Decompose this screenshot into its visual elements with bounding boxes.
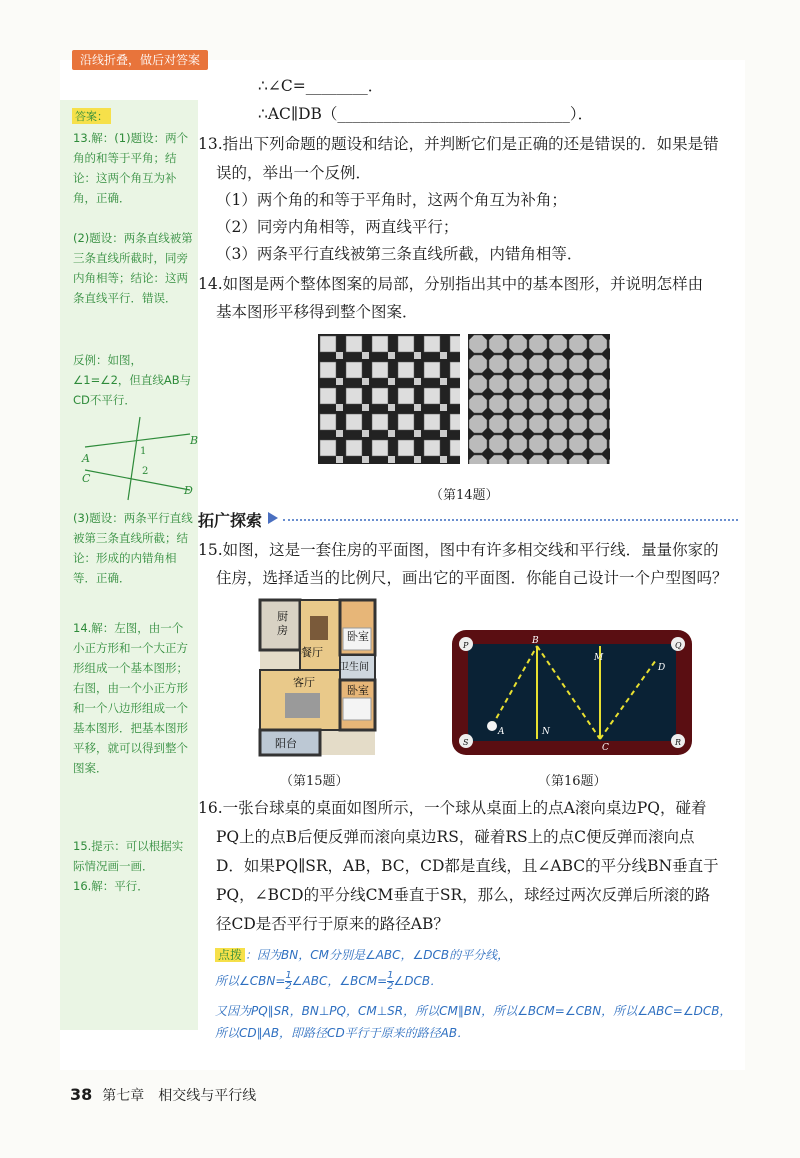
hint-line-2-b: ∠ABC，∠BCM=: [291, 974, 388, 988]
fraction-denominator: 2: [387, 981, 394, 992]
pattern-octagons-image: [468, 334, 610, 464]
label-ball-b: B: [532, 636, 539, 646]
balcony-label: 阳台: [275, 737, 297, 750]
q16-stem-3: D．如果PQ∥SR，AB，BC，CD都是直线，且∠ABC的平分线BN垂直于: [216, 857, 719, 875]
answer-13-counterexample: 反例：如图，∠1=∠2，但直线AB与CD不平行．: [73, 353, 192, 407]
answer-13-part2: (2)题设：两条直线被第三条直线所截时，同旁内角相等；结论：这两条直线平行．错误．: [73, 231, 193, 305]
label-ball-c: C: [602, 743, 609, 753]
bedroom-label-2: 卧室: [347, 684, 369, 697]
previous-answer-line-1: ∴∠C=________．: [258, 77, 384, 95]
section-arrow-icon: [268, 512, 278, 524]
section-divider: [283, 519, 738, 521]
label-d: D: [184, 484, 193, 497]
hint-line-1-text: ：因为BN，CM分别是∠ABC，∠DCB的平分线，: [245, 948, 510, 962]
q16-stem-4: PQ，∠BCD的平分线CM垂直于SR，那么，球经过两次反弹后所滚的路: [216, 886, 711, 904]
bedroom-label-1: 卧室: [347, 630, 369, 643]
q16-caption: （第16题）: [538, 774, 607, 789]
q14-stem-1: 14.如图是两个整体图案的局部，分别指出其中的基本图形，并说明怎样由: [198, 275, 704, 293]
q15-stem-2: 住房，选择适当的比例尺，画出它的平面图．你能自己设计一个户型图吗？: [216, 569, 728, 587]
q16-stem-5: 径CD是否平行于原来的路径AB？: [216, 915, 449, 933]
fraction-denominator: 2: [285, 981, 292, 992]
answer-sidebar-title: 答案：: [72, 108, 111, 124]
hint-tag: 点拨: [215, 948, 245, 962]
q13-item-3: （3）两条平行直线被第三条直线所截，内错角相等．: [216, 245, 583, 263]
label-m: M: [594, 653, 604, 663]
label-ball-a: A: [498, 727, 505, 737]
label-a: A: [82, 452, 90, 465]
q13-item-1: （1）两个角的和等于平角时，这两个角互为补角；: [216, 191, 567, 209]
label-s: S: [463, 738, 469, 747]
angle-2: 2: [142, 466, 149, 477]
hint-line-1: [215, 944, 509, 966]
q16-stem-1: 16.一张台球桌的桌面如图所示，一个球从桌面上的点A滚向桌边PQ，碰着: [198, 799, 707, 817]
label-b: B: [190, 434, 199, 447]
fold-label: 沿线折叠，做后对答案: [72, 50, 208, 70]
label-q: Q: [675, 641, 682, 650]
hint-line-4: 所以CD∥AB，即路径CD平行于原来的路径AB．: [215, 1026, 470, 1040]
dining-label: 餐厅: [301, 646, 323, 659]
hint-line-2-a: 所以∠CBN=: [215, 974, 286, 988]
kitchen-label-1: 厨: [277, 610, 288, 623]
answer-13-part1: 13.解：(1)题设：两个角的和等于平角；结论：这两个角互为补角，正确．: [73, 131, 189, 205]
q16-stem-2: PQ上的点B后便反弹而滚向桌边RS，碰着RS上的点C便反弹而滚向点: [216, 828, 695, 846]
pattern-squares-image: [318, 334, 460, 464]
answer-14: 14.解：左图，由一个小正方形和一个大正方形组成一个基本图形；右图，由一个小正方形和一个八边形组成一个基本图形．把基本图形平移，就可以得到整个图案．: [73, 621, 188, 775]
bathroom-label: 卫生间: [339, 662, 369, 673]
q15-stem-1: 15.如图，这是一套住房的平面图，图中有许多相交线和平行线．量量你家的: [198, 541, 719, 559]
page-number: 38: [70, 1085, 93, 1104]
q14-stem-2: 基本图形平移得到整个图案．: [216, 303, 418, 321]
fraction-numerator: 1: [285, 970, 292, 981]
label-n: N: [542, 727, 550, 737]
previous-answer-line-2: ∴AC∥DB（______________________________）．: [258, 105, 594, 123]
section-title: 拓广探索: [198, 511, 263, 530]
hint-line-3: 又因为PQ∥SR，BN⊥PQ，CM⊥SR，所以CM∥BN，所以∠BCM=∠CBN，所以∠ABC=∠DCB，: [215, 1004, 732, 1018]
page-footer: [70, 1085, 256, 1105]
line-cd: [85, 470, 190, 490]
q13-stem-2: 误的，举出一个反例．: [216, 164, 372, 182]
angle-1: 1: [140, 446, 147, 457]
q15-caption: （第15题）: [280, 774, 349, 789]
label-ball-d: D: [658, 663, 666, 673]
hint-line-2: [215, 970, 442, 992]
kitchen-label-2: 房: [277, 624, 288, 637]
fraction-numerator: 1: [387, 970, 394, 981]
transversal: [128, 417, 140, 500]
q14-caption: （第14题）: [430, 488, 499, 503]
label-r: R: [675, 738, 682, 747]
chapter-title: 第七章 相交线与平行线: [102, 1088, 257, 1104]
billiard-table-image: [452, 630, 692, 755]
q13-item-2: （2）同旁内角相等，两直线平行；: [216, 218, 459, 236]
answer-13-part3: (3)题设：两条平行直线被第三条直线所截；结论：形成的内错角相等．正确．: [73, 511, 193, 585]
answer-16: 16.解：平行．: [73, 879, 149, 893]
bed-bottom: [343, 698, 371, 720]
hint-line-2-c: ∠DCB．: [393, 974, 443, 988]
sofa: [285, 693, 320, 718]
answer-13-diagram: [80, 412, 200, 502]
label-p: P: [463, 641, 469, 650]
answer-15: 15.提示：可以根据实际情况画一画．: [73, 839, 184, 873]
floor-plan-image: [255, 598, 380, 758]
cue-ball: [487, 721, 497, 731]
label-c: C: [82, 472, 91, 485]
q13-stem-1: 13.指出下列命题的题设和结论，并判断它们是正确的还是错误的．如果是错: [198, 135, 719, 153]
living-label: 客厅: [293, 676, 315, 689]
dining-table: [310, 616, 328, 640]
